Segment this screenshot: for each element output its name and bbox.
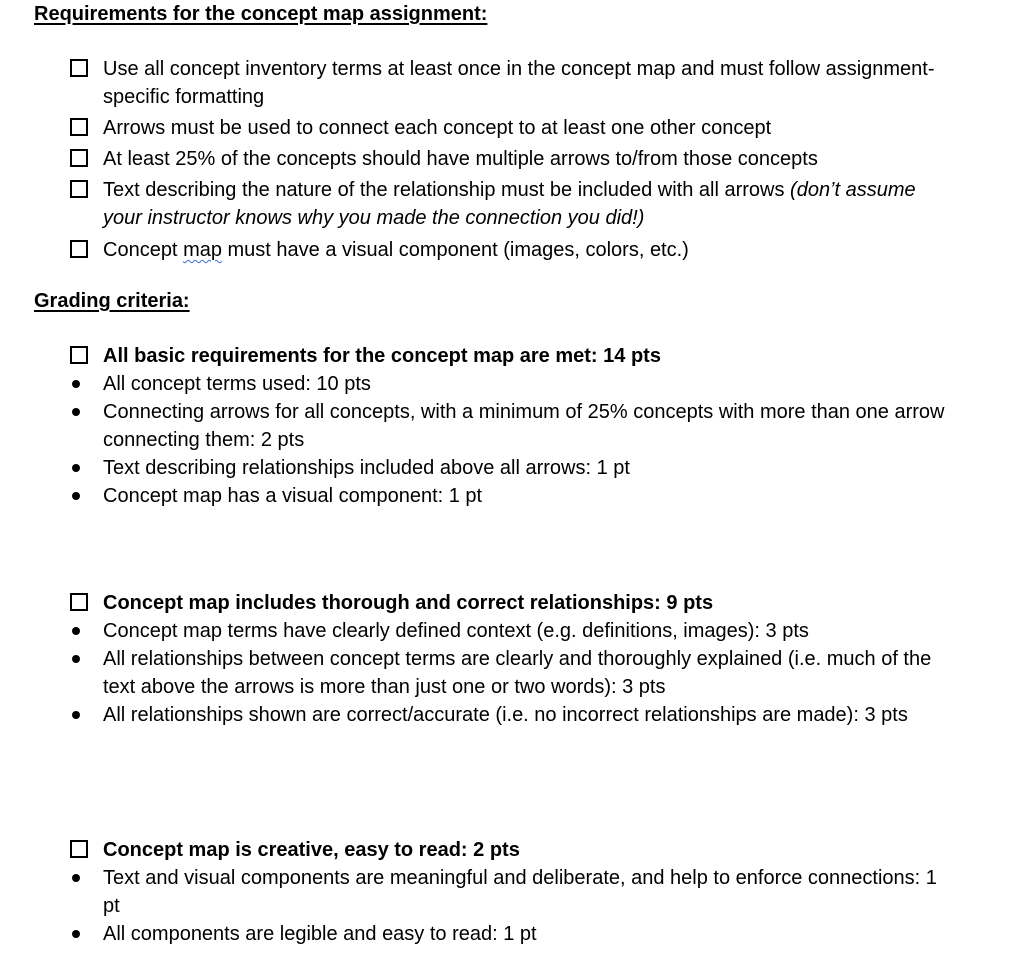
section-title-text: Concept map includes thorough and correct relationships: 9 pts — [103, 592, 714, 614]
bullet-text: Connecting arrows for all concepts, with a minimum of 25% concepts with more than one arrow connecting them: 2 pts — [103, 401, 945, 451]
grading-heading: Grading criteria: — [34, 290, 190, 312]
requirement-text — [103, 176, 951, 232]
checkbox[interactable] — [70, 346, 88, 364]
section-title-text: All basic requirements for the concept map are met: 14 pts — [103, 345, 661, 367]
bullet-icon — [72, 711, 80, 719]
bullet-text: Concept map has a visual component: 1 pt — [103, 485, 483, 507]
bullet-text: All relationships between concept terms are clearly and thoroughly explained (i.e. much of the text above the arrows is more than just one or two words): 3 pts — [103, 648, 932, 698]
checkbox[interactable] — [70, 840, 88, 858]
bullet-icon — [72, 492, 80, 500]
checkbox[interactable] — [70, 149, 88, 167]
requirement-text — [103, 236, 951, 264]
bullet-text: All relationships shown are correct/accurate (i.e. no incorrect relationships are made): 3 pts — [103, 704, 908, 726]
requirement-text-note: (don’t assume your instructor knows why you made the connection you did!) — [103, 179, 916, 229]
bullet-icon — [72, 408, 80, 416]
checkbox[interactable] — [70, 59, 88, 77]
bullet-text: All components are legible and easy to read: 1 pt — [103, 923, 537, 945]
checkbox[interactable] — [70, 118, 88, 136]
bullet-icon — [72, 464, 80, 472]
bullet-icon — [72, 930, 80, 938]
bullet-icon — [72, 627, 80, 635]
bullet-text: Text and visual components are meaningful and deliberate, and help to enforce connections: 1 pt — [103, 867, 937, 917]
bullet-text: All concept terms used: 10 pts — [103, 373, 371, 395]
requirement-text: Use all concept inventory terms at least once in the concept map and must follow assignment-specific formatting — [103, 58, 935, 108]
section-title-text: Concept map is creative, easy to read: 2 pts — [103, 839, 520, 861]
requirement-text-main: Text describing the nature of the relationship must be included with all arrows — [103, 179, 791, 201]
bullet-icon — [72, 655, 80, 663]
requirement-text: Arrows must be used to connect each concept to at least one other concept — [103, 117, 772, 139]
requirement-text: At least 25% of the concepts should have multiple arrows to/from those concepts — [103, 148, 818, 170]
requirement-text-part: Concept — [103, 239, 184, 261]
bullet-text: Concept map terms have clearly defined context (e.g. definitions, images): 3 pts — [103, 620, 809, 642]
bullet-icon — [72, 874, 80, 882]
requirement-text-part: must have a visual component (images, colors, etc.) — [221, 239, 689, 261]
bullet-text: Text describing relationships included above all arrows: 1 pt — [103, 457, 630, 479]
checkbox[interactable] — [70, 240, 88, 258]
checkbox[interactable] — [70, 593, 88, 611]
spellcheck-word[interactable]: map — [183, 239, 222, 261]
checkbox[interactable] — [70, 180, 88, 198]
bullet-icon — [72, 380, 80, 388]
requirements-heading: Requirements for the concept map assignment: — [34, 3, 488, 25]
